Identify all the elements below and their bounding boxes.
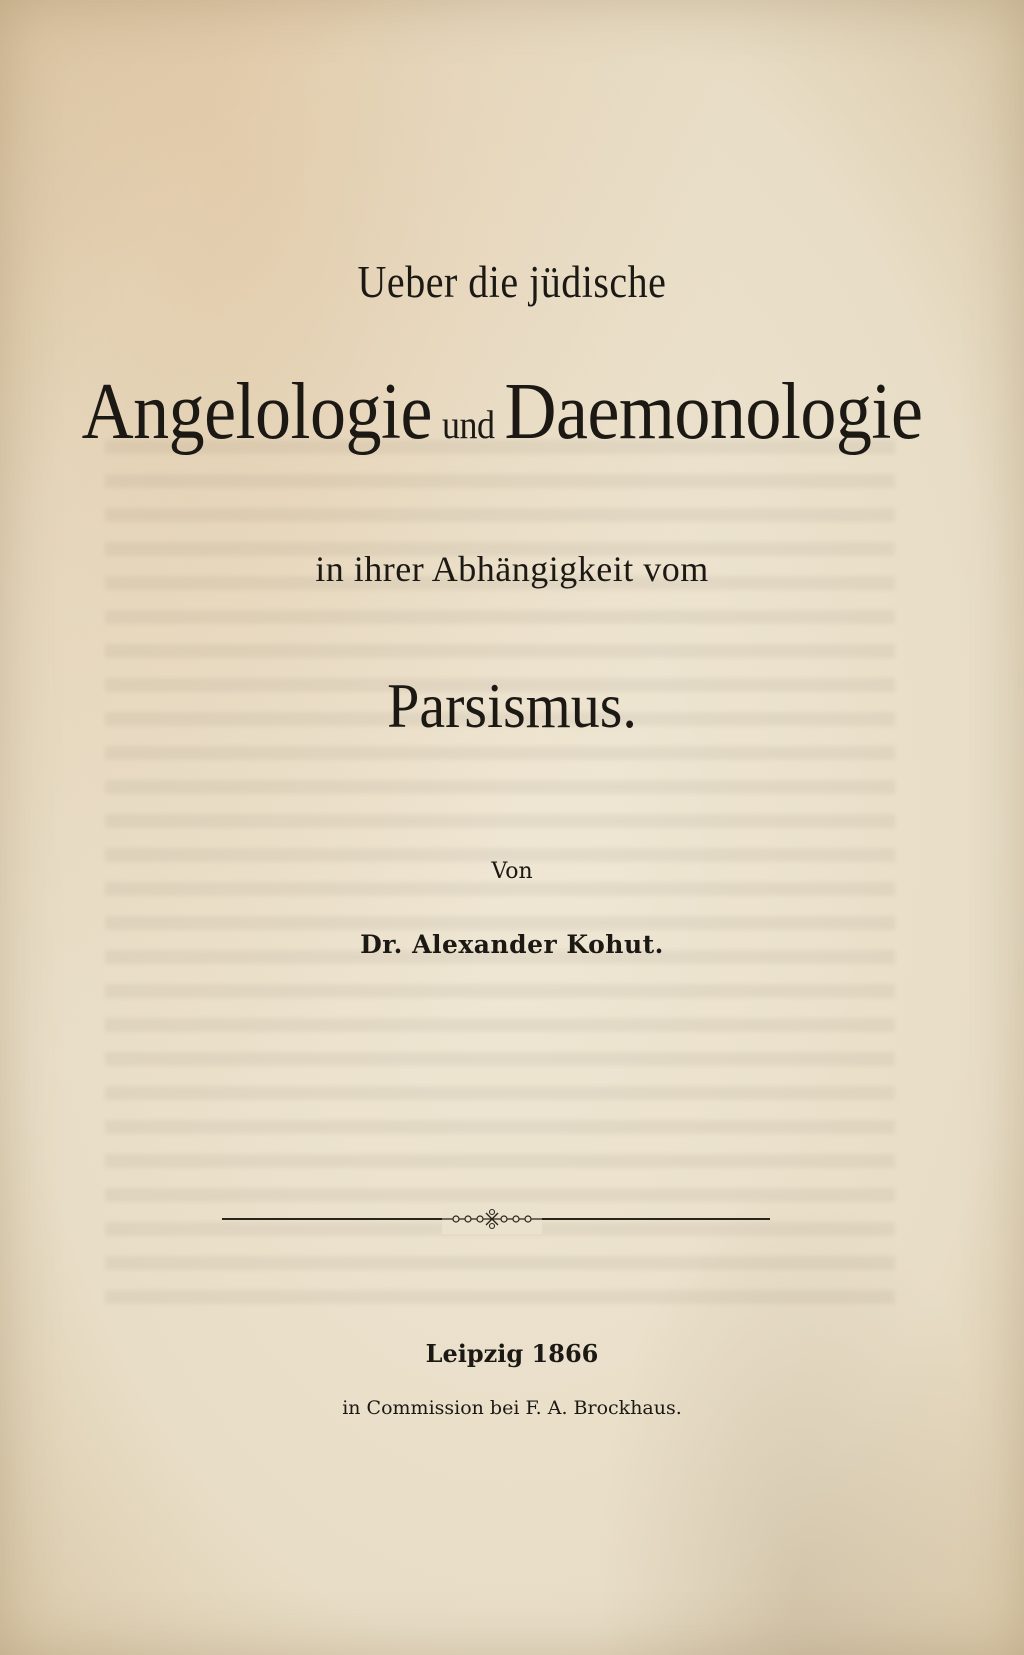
author-name: Dr. Alexander Kohut. xyxy=(360,930,664,959)
title-daemonologie: Daemonologie xyxy=(504,366,923,456)
divider-ornament-icon xyxy=(442,1204,542,1234)
byline-von: Von xyxy=(491,859,533,884)
imprint-publisher: in Commission bei F. A. Brockhaus. xyxy=(342,1397,682,1419)
title-und: und xyxy=(442,401,495,447)
title-line-2 xyxy=(0,365,1014,458)
title-line-1: Ueber die jüdische xyxy=(357,255,667,308)
imprint-city-year: Leipzig 1866 xyxy=(425,1339,599,1368)
title-line-4: Parsismus. xyxy=(387,669,637,742)
title-angelologie: Angelologie xyxy=(81,366,433,456)
title-line-3: in ihrer Abhängigkeit vom xyxy=(315,549,709,589)
